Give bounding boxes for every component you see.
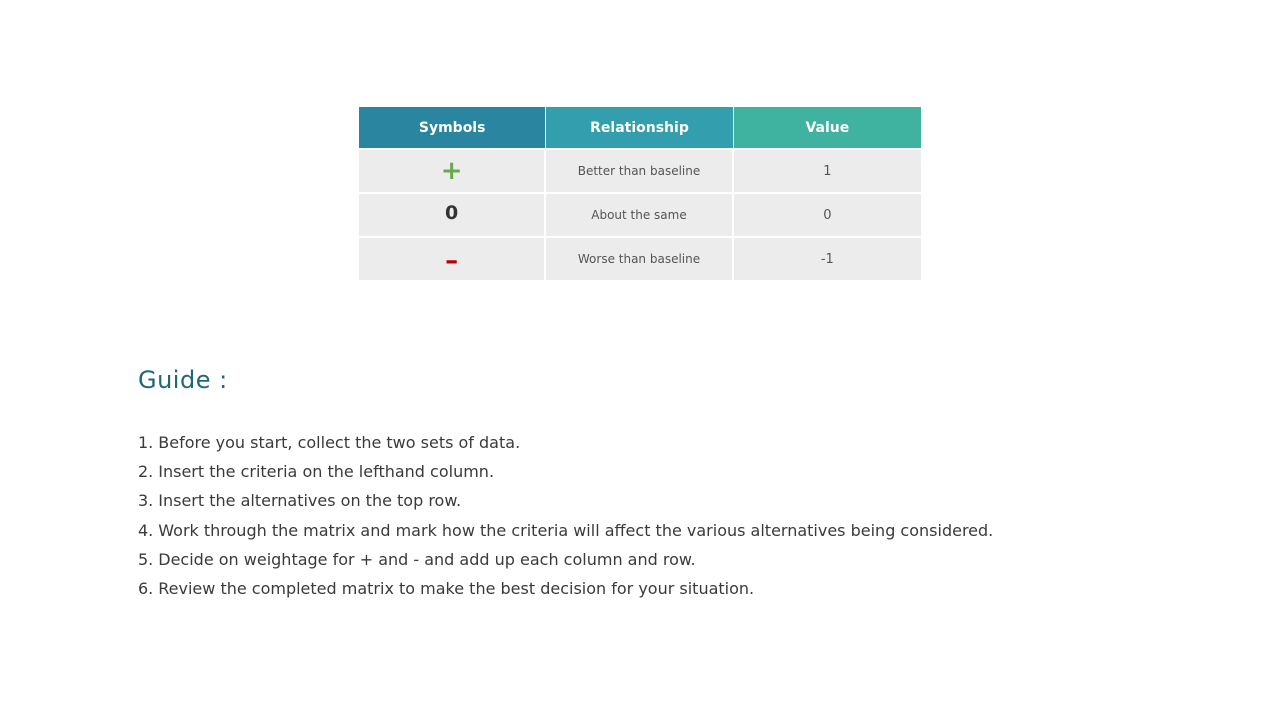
step-number: 3. [138, 491, 154, 511]
symbol-legend-table [359, 107, 921, 280]
step-number: 4. [138, 520, 154, 540]
list-item [138, 520, 993, 549]
table-header-row [359, 107, 921, 148]
guide-title: Guide : [138, 366, 228, 394]
step-text: Review the completed matrix to make the best decision for your situation. [158, 578, 755, 598]
header-relationship: Relationship [546, 107, 733, 148]
list-item [138, 461, 993, 490]
step-number: 1. [138, 433, 154, 452]
list-item [138, 549, 993, 578]
table-row [359, 148, 921, 192]
step-text: Before you start, collect the two sets of data. [158, 433, 521, 452]
step-number: 2. [138, 462, 154, 482]
relationship-cell: About the same [546, 192, 733, 236]
header-symbols: Symbols [359, 107, 546, 148]
list-item [138, 432, 993, 461]
list-item [138, 578, 993, 607]
plus-symbol-icon: + [440, 156, 463, 186]
symbol-cell [359, 192, 546, 236]
value-cell: 0 [734, 192, 921, 236]
value-cell: 1 [734, 148, 921, 192]
zero-symbol-icon: 0 [445, 201, 459, 224]
step-text: Decide on weightage for + and - and add up each column and row. [158, 549, 696, 569]
table-row [359, 192, 921, 236]
step-text: Work through the matrix and mark how the criteria will affect the various alternatives being considered. [158, 520, 994, 540]
header-value: Value [734, 107, 921, 148]
step-number: 5. [138, 549, 154, 569]
relationship-cell: Worse than baseline [546, 236, 733, 280]
value-cell: -1 [734, 236, 921, 280]
relationship-cell: Better than baseline [546, 148, 733, 192]
guide-steps-list [138, 432, 993, 607]
symbol-cell [359, 148, 546, 192]
step-number: 6. [138, 578, 154, 598]
step-text: Insert the alternatives on the top row. [158, 491, 462, 511]
symbol-cell [359, 236, 546, 280]
list-item [138, 490, 993, 519]
step-text: Insert the criteria on the lefthand column. [158, 462, 495, 482]
table-row [359, 236, 921, 280]
minus-symbol-icon: – [445, 246, 459, 276]
